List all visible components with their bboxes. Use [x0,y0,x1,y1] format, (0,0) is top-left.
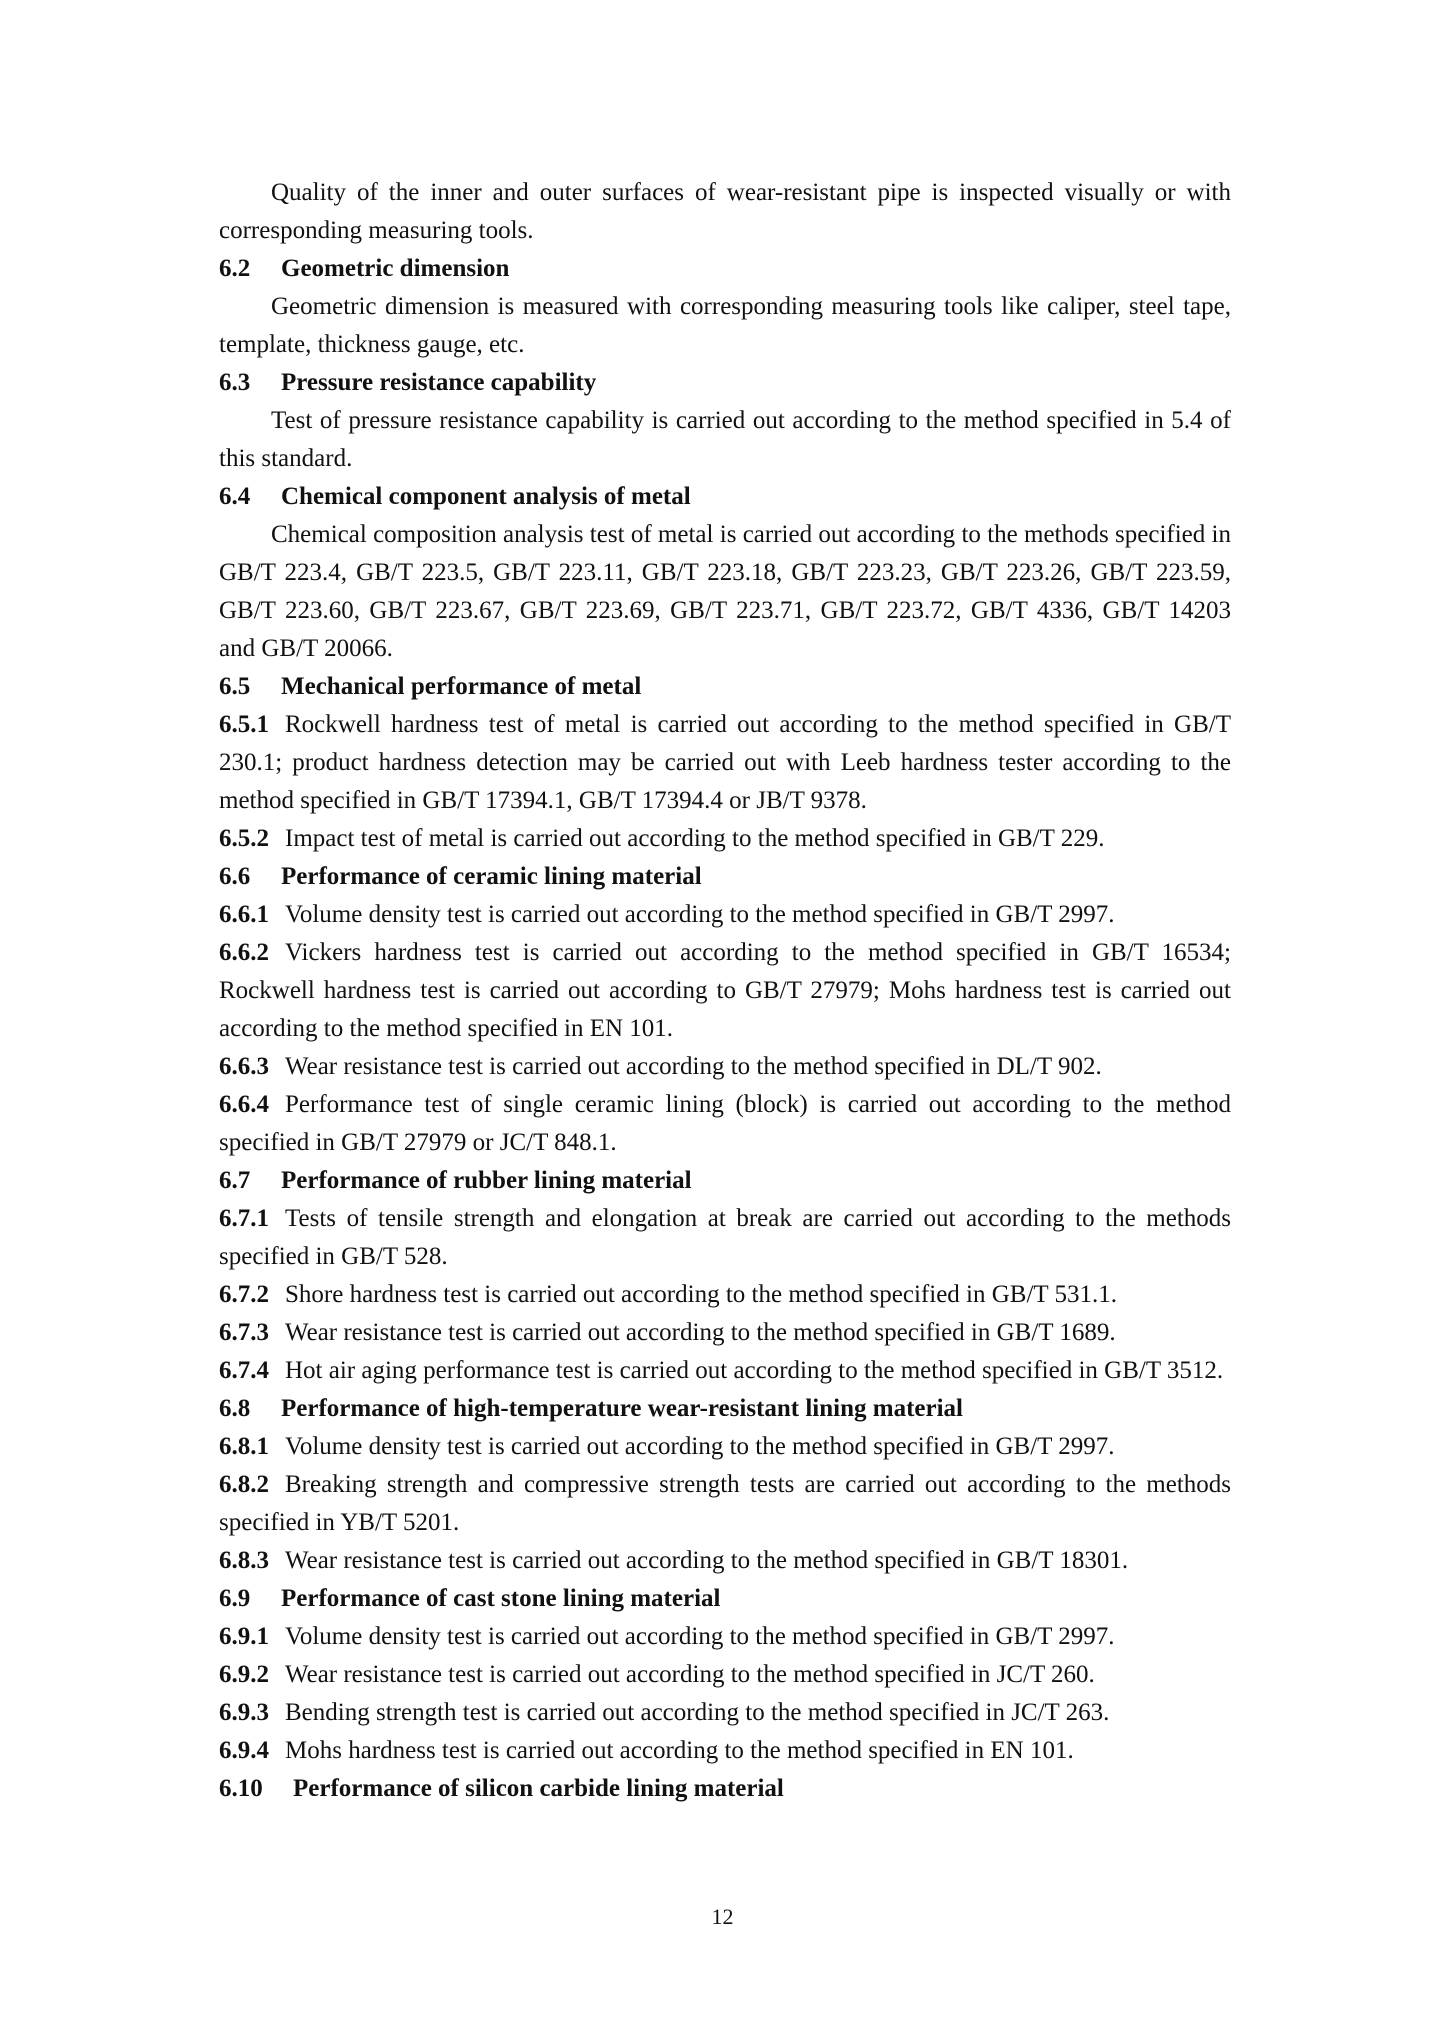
clause-6-7-2 [219,1276,1231,1314]
clause-6-7-4 [219,1352,1231,1390]
clause-text: Hot air aging performance test is carried out according to the method specified in GB/T 3512. [285,1357,1224,1384]
section-heading-6-4 [219,478,1231,516]
section-heading-6-10 [219,1770,1231,1808]
clause-number: 6.7.3 [219,1319,269,1346]
section-title: Performance of high-temperature wear-resistant lining material [281,1395,963,1422]
clause-6-6-1 [219,896,1231,934]
section-number: 6.2 [219,255,251,282]
clause-6-7-3 [219,1314,1231,1352]
clause-6-5-1 [219,706,1231,820]
clause-6-9-3 [219,1694,1231,1732]
clause-number: 6.7.4 [219,1357,269,1384]
section-heading-6-6 [219,858,1231,896]
clause-text: Wear resistance test is carried out according to the method specified in GB/T 1689. [285,1319,1116,1346]
clause-number: 6.8.1 [219,1433,269,1460]
section-heading-6-9 [219,1580,1231,1618]
clause-number: 6.9.4 [219,1737,269,1764]
section-number: 6.5 [219,673,251,700]
clause-number: 6.8.3 [219,1547,269,1574]
document-page [219,174,1231,1808]
section-number: 6.9 [219,1585,251,1612]
clause-text: Tests of tensile strength and elongation at break are carried out according to the methods specified in GB/T 528. [219,1205,1231,1270]
clause-6-8-3 [219,1542,1231,1580]
clause-number: 6.6.4 [219,1091,269,1118]
clause-text: Breaking strength and compressive strength tests are carried out according to the methods specified in YB/T 5201. [219,1471,1231,1536]
clause-number: 6.5.1 [219,711,269,738]
section-number: 6.10 [219,1775,263,1802]
clause-number: 6.6.3 [219,1053,269,1080]
section-title: Mechanical performance of metal [281,673,642,700]
section-title: Performance of cast stone lining material [281,1585,721,1612]
clause-6-6-3 [219,1048,1231,1086]
section-number: 6.8 [219,1395,251,1422]
clause-text: Volume density test is carried out according to the method specified in GB/T 2997. [285,1623,1115,1650]
clause-6-6-2 [219,934,1231,1048]
clause-6-9-4 [219,1732,1231,1770]
section-number: 6.4 [219,483,251,510]
section-paragraph-6-4: Chemical composition analysis test of metal is carried out according to the methods specified in GB/T 223.4, GB/T 223.5, GB/T 223.11, GB/T 223.18, GB/T 223.23, GB/T 223.26, GB/T 223.59, GB/T 223.60, GB/T 223.67, GB/T 223.69, GB/T 223.71, GB/T 223.72, GB/T 4336, GB/T 14203 and GB/T 20066. [219,521,1231,662]
section-paragraph-6-2: Geometric dimension is measured with corresponding measuring tools like caliper, steel tape, template, thickness gauge, etc. [219,293,1231,358]
clause-text: Bending strength test is carried out according to the method specified in JC/T 263. [285,1699,1110,1726]
clause-number: 6.9.2 [219,1661,269,1688]
section-heading-6-5 [219,668,1231,706]
section-title: Geometric dimension [281,255,510,282]
section-heading-6-7 [219,1162,1231,1200]
clause-6-9-1 [219,1618,1231,1656]
clause-text: Impact test of metal is carried out according to the method specified in GB/T 229. [285,825,1105,852]
intro-paragraph: Quality of the inner and outer surfaces of wear-resistant pipe is inspected visually or with corresponding measuring tools. [219,179,1231,244]
clause-number: 6.8.2 [219,1471,269,1498]
clause-text: Volume density test is carried out according to the method specified in GB/T 2997. [285,1433,1115,1460]
clause-text: Wear resistance test is carried out according to the method specified in GB/T 18301. [285,1547,1129,1574]
section-title: Performance of ceramic lining material [281,863,702,890]
section-title: Chemical component analysis of metal [281,483,691,510]
clause-6-5-2 [219,820,1231,858]
section-heading-6-3 [219,364,1231,402]
clause-text: Wear resistance test is carried out according to the method specified in DL/T 902. [285,1053,1102,1080]
clause-number: 6.7.1 [219,1205,269,1232]
clause-text: Shore hardness test is carried out according to the method specified in GB/T 531.1. [285,1281,1117,1308]
clause-number: 6.9.3 [219,1699,269,1726]
section-title: Performance of silicon carbide lining material [293,1775,784,1802]
clause-text: Vickers hardness test is carried out according to the method specified in GB/T 16534; Rockwell hardness test is carried out according to GB/T 27979; Mohs hardness test is carried out according to the method specified in EN 101. [219,939,1231,1042]
clause-text: Performance test of single ceramic lining (block) is carried out according to the method specified in GB/T 27979 or JC/T 848.1. [219,1091,1231,1156]
section-number: 6.6 [219,863,251,890]
section-paragraph-6-3: Test of pressure resistance capability is carried out according to the method specified in 5.4 of this standard. [219,407,1231,472]
clause-6-9-2 [219,1656,1231,1694]
section-number: 6.3 [219,369,251,396]
clause-text: Mohs hardness test is carried out according to the method specified in EN 101. [285,1737,1074,1764]
clause-6-7-1 [219,1200,1231,1276]
clause-text: Rockwell hardness test of metal is carried out according to the method specified in GB/T 230.1; product hardness detection may be carried out with Leeb hardness tester according to the method specified in GB/T 17394.1, GB/T 17394.4 or JB/T 9378. [219,711,1231,814]
clause-number: 6.6.2 [219,939,269,966]
page-number: 12 [711,1904,734,1929]
clause-6-8-1 [219,1428,1231,1466]
clause-number: 6.7.2 [219,1281,269,1308]
clause-6-6-4 [219,1086,1231,1162]
clause-number: 6.9.1 [219,1623,269,1650]
section-heading-6-8 [219,1390,1231,1428]
section-heading-6-2 [219,250,1231,288]
section-number: 6.7 [219,1167,251,1194]
clause-text: Volume density test is carried out according to the method specified in GB/T 2997. [285,901,1115,928]
section-title: Performance of rubber lining material [281,1167,692,1194]
clause-6-8-2 [219,1466,1231,1542]
clause-text: Wear resistance test is carried out according to the method specified in JC/T 260. [285,1661,1095,1688]
section-title: Pressure resistance capability [281,369,597,396]
clause-number: 6.5.2 [219,825,269,852]
clause-number: 6.6.1 [219,901,269,928]
